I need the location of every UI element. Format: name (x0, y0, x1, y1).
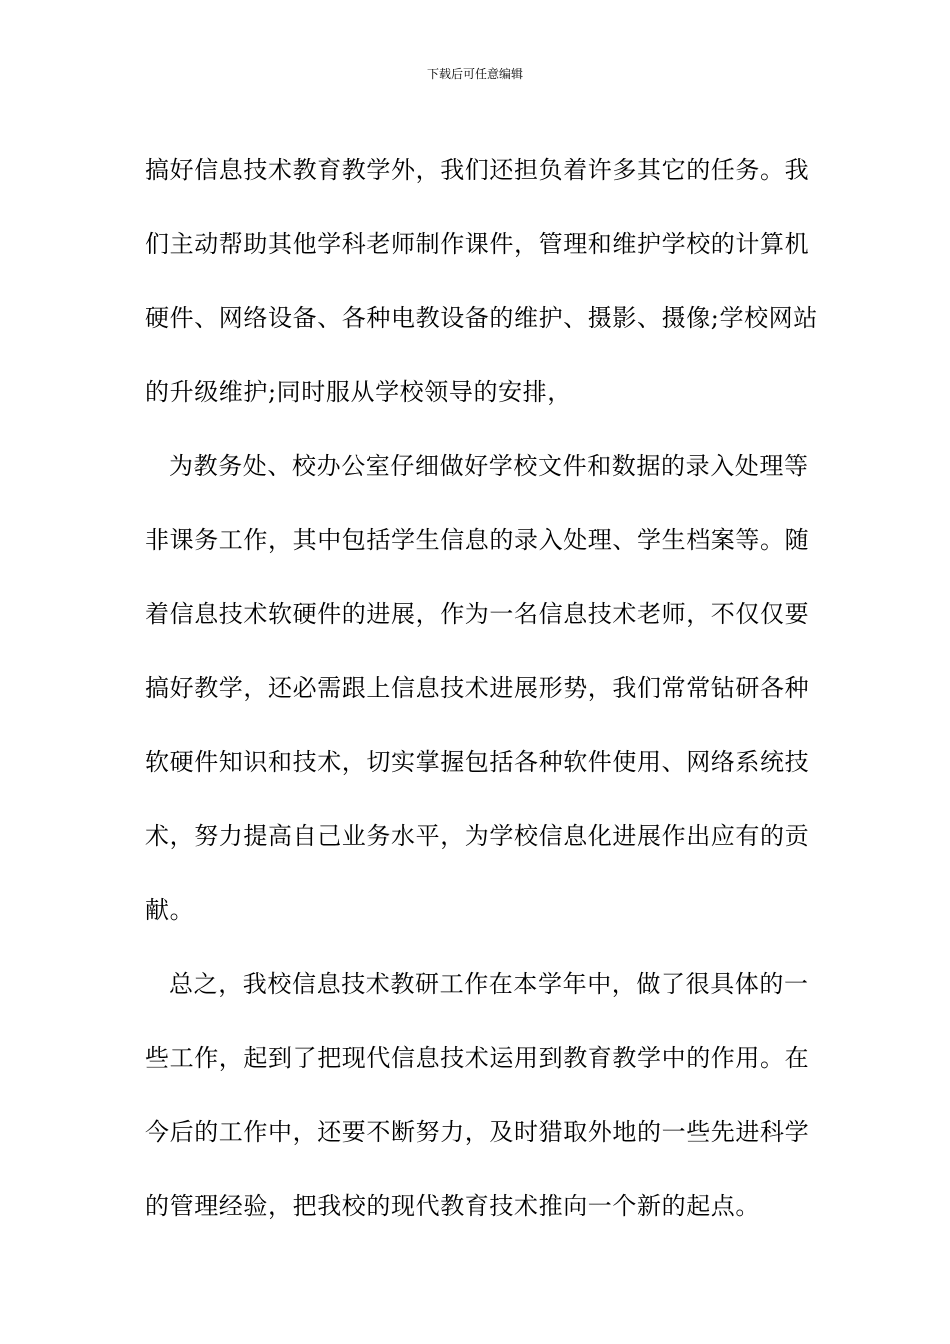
text-line: 着信息技术软硬件的进展，作为一名信息技术老师，不仅仅要 (145, 600, 810, 628)
document-body (145, 133, 818, 1243)
text-line: 软硬件知识和技术，切实掌握包括各种软件使用、网络系统技 (145, 748, 810, 776)
paragraph-3 (145, 947, 810, 1243)
text-line: 今后的工作中，还要不断努力，及时猎取外地的一些先进科学 (145, 1118, 810, 1146)
text-line: 搞好信息技术教育教学外，我们还担负着许多其它的任务。我 (145, 156, 810, 184)
text-line: 的升级维护;同时服从学校领导的安排， (145, 378, 572, 406)
text-line: 硬件、网络设备、各种电教设备的维护、摄影、摄像;学校网站 (145, 304, 818, 332)
page-header: 下载后可任意编辑 (426, 67, 523, 81)
text-line: 献。 (145, 896, 195, 924)
text-line: 总之，我校信息技术教研工作在本学年中，做了很具体的一 (169, 970, 809, 998)
paragraph-2 (145, 429, 810, 947)
text-line: 术，努力提高自己业务水平，为学校信息化进展作出应有的贡 (145, 822, 810, 850)
paragraph-1 (145, 133, 818, 429)
text-line: 的管理经验，把我校的现代教育技术推向一个新的起点。 (145, 1192, 760, 1220)
text-line: 搞好教学，还必需跟上信息技术进展形势，我们常常钻研各种 (145, 674, 810, 702)
text-line: 为教务处、校办公室仔细做好学校文件和数据的录入处理等 (169, 452, 809, 480)
text-line: 们主动帮助其他学科老师制作课件，管理和维护学校的计算机 (145, 230, 810, 258)
text-line: 非课务工作，其中包括学生信息的录入处理、学生档案等。随 (145, 526, 810, 554)
text-line: 些工作，起到了把现代信息技术运用到教育教学中的作用。在 (145, 1044, 810, 1072)
